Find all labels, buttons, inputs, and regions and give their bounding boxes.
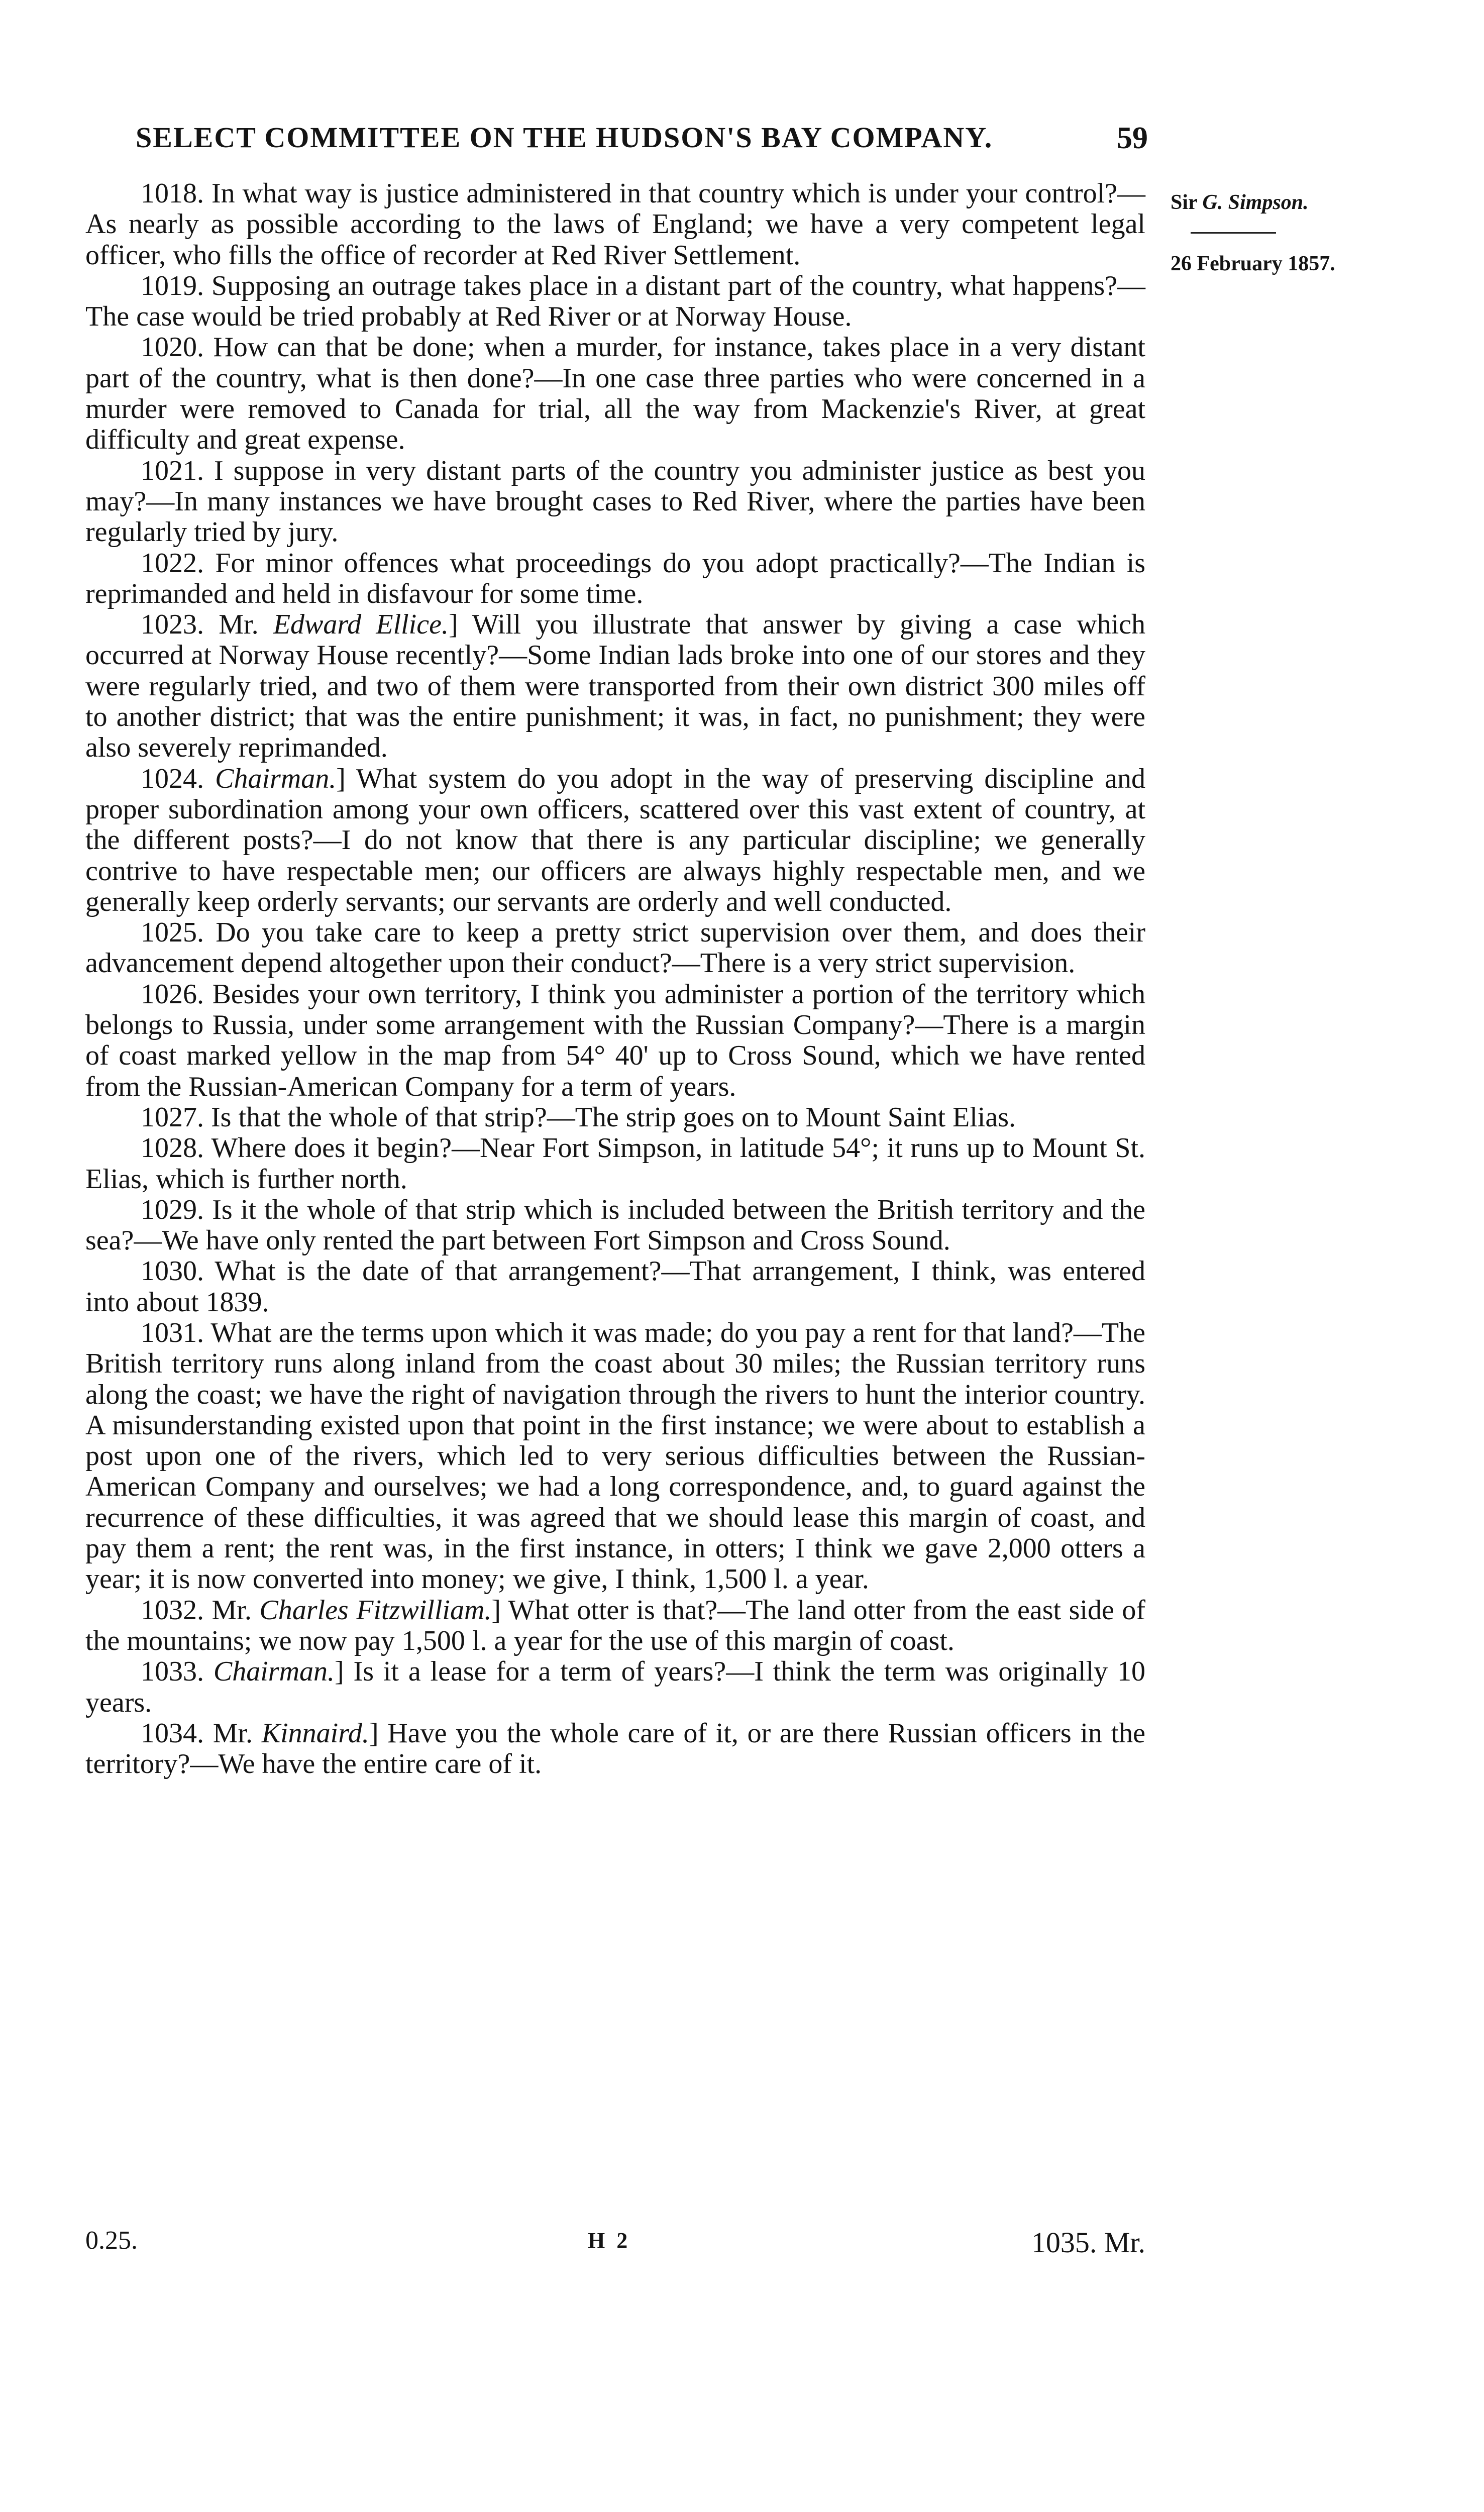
footer-number: 0.25. (85, 2226, 138, 2255)
entry-text: What is the date of that arrangement?—That arrangement, I think, was entered into about 1839. (85, 1255, 1145, 1318)
entry-1034 (85, 1718, 1145, 1780)
entry-1029 (85, 1195, 1145, 1257)
entry-1027 (85, 1102, 1145, 1133)
page-header (136, 121, 1148, 166)
margin-rule (1191, 232, 1276, 234)
entry-text: Besides your own territory, I think you administer a portion of the territory which belongs to Russia, under some arrangement with the Russian Company?—There is a margin of coast marked yellow in the map from 54° 40' up to Cross Sound, which we have rented from the Russian-American Company for a term of years. (85, 978, 1145, 1102)
entry-number: 1022. (141, 547, 204, 579)
entry-number: 1027. (141, 1101, 204, 1133)
entry-1026 (85, 979, 1145, 1102)
entry-number: 1029. (141, 1194, 204, 1225)
entry-speaker: Chairman. (213, 1656, 335, 1688)
entry-text: ] Is it a lease for a term of years?—I think the term was originally 10 years. (85, 1656, 1146, 1718)
entry-number: 1032. (141, 1594, 204, 1626)
entry-1023 (85, 609, 1145, 763)
entry-speaker: Edward Ellice. (273, 609, 449, 641)
entry-prefix: Mr. (204, 609, 273, 641)
entry-number: 1033. (141, 1656, 204, 1688)
entry-text: Is that the whole of that strip?—The strip goes on to Mount Saint Elias. (204, 1101, 1016, 1133)
entry-speaker: Chairman. (215, 763, 337, 794)
entry-speaker: Charles Fitzwilliam. (259, 1594, 492, 1626)
entry-1018 (85, 178, 1145, 271)
entry-text: What are the terms upon which it was made; do you pay a rent for that land?—The British territory runs along inland from the coast about 30 miles; the Russian territory runs along the coast; we have the right of navigation through the rivers to hunt the interior country. A misunderstanding existed upon that point in the first instance; we were about to establish a post upon one of the rivers, which led to very serious difficulties between the Russian-American Company and ourselves; we had a long correspondence, and, to guard against the recurrence of these difficulties, it was agreed that we should lease this margin of coast, and pay them a rent; the rent was, in the first instance, in otters; I think we gave 2,000 otters a year; it is now converted into money; we give, I think, 1,500 l. a year. (85, 1317, 1145, 1595)
entry-1033 (85, 1656, 1145, 1718)
entry-text: ] Have you the whole care of it, or are there Russian officers in the territory?—We have the entire care of it. (85, 1717, 1145, 1780)
entry-prefix: Mr. (204, 1717, 262, 1749)
entry-1030 (85, 1256, 1145, 1318)
entry-number: 1030. (141, 1255, 204, 1287)
margin-witness-name: G. Simpson. (1202, 191, 1309, 214)
margin-witness-prefix: Sir (1171, 191, 1203, 214)
entry-1022 (85, 548, 1145, 610)
entry-text: ] Will you illustrate that answer by giving a case which occurred at Norway House recently?—Some Indian lads broke into one of our stores and they were regularly tried, and two of them were transported from their own district 300 miles off to another district; that was the entire punishment; it was, in fact, no punishment; they were also severely reprimanded. (85, 609, 1145, 764)
entry-prefix (204, 1656, 214, 1687)
entry-number: 1025. (141, 917, 204, 949)
entry-text: For minor offences what proceedings do you adopt practically?—The Indian is reprimanded and held in disfavour for some time. (85, 547, 1145, 609)
entry-1031 (85, 1318, 1145, 1595)
entry-speaker: Kinnaird. (261, 1717, 369, 1749)
margin-date: 26 February 1857. (1171, 252, 1335, 275)
entry-prefix (204, 763, 215, 794)
entry-text: Is it the whole of that strip which is included between the British territory and the sea?—We have only rented the part between Fort Simpson and Cross Sound. (85, 1194, 1145, 1257)
entry-text: Do you take care to keep a pretty strict supervision over them, and does their advancement depend altogether upon their conduct?—There is a very strict supervision. (85, 917, 1145, 979)
entry-number: 1031. (141, 1317, 204, 1348)
entry-text: I suppose in very distant parts of the country you administer justice as best you may?—In many instances we have brought cases to Red River, where the parties have been regularly tried by jury. (85, 455, 1145, 548)
entry-number: 1028. (141, 1132, 204, 1164)
entry-text: ] What system do you adopt in the way of preserving discipline and proper subordination among your own officers, scattered over this vast extent of country, at the different posts?—I do not know that there is any particular discipline; we generally contrive to have respectable men; our officers are always highly respectable men, and we generally keep orderly servants; our servants are orderly and well conducted. (85, 763, 1146, 917)
page-number: 59 (1117, 121, 1148, 155)
entry-text: Supposing an outrage takes place in a distant part of the country, what happens?—The case would be tried probably at Red River or at Norway House. (85, 270, 1145, 333)
signature-mark: H 2 (588, 2228, 631, 2253)
running-title: SELECT COMMITTEE ON THE HUDSON'S BAY COMPANY. (136, 121, 993, 154)
entry-1020 (85, 332, 1145, 455)
entry-1032 (85, 1595, 1145, 1657)
catchword: 1035. Mr. (1031, 2226, 1145, 2259)
entry-number: 1034. (141, 1717, 204, 1749)
entry-text: Where does it begin?—Near Fort Simpson, in latitude 54°; it runs up to Mount St. Elias, which is further north. (85, 1132, 1145, 1195)
entry-number: 1026. (141, 978, 204, 1010)
entry-1025 (85, 917, 1145, 979)
entry-number: 1024. (141, 763, 204, 794)
margin-witness (1171, 187, 1452, 218)
entry-1028 (85, 1133, 1145, 1195)
entry-text: ] What otter is that?—The land otter from the east side of the mountains; we now pay 1,500 l. a year for the use of this margin of coast. (85, 1594, 1145, 1656)
entry-1019 (85, 271, 1145, 333)
entry-text: How can that be done; when a murder, for instance, takes place in a very distant part of the country, what is then done?—In one case three parties who were concerned in a murder were removed to Canada for trial, all the way from Mackenzie's River, at great difficulty and great expense. (85, 332, 1145, 456)
entry-number: 1021. (141, 455, 204, 486)
page-footer (85, 2226, 1145, 2266)
entry-number: 1020. (141, 332, 204, 363)
entry-number: 1019. (141, 270, 204, 301)
entry-text: In what way is justice administered in that country which is under your control?—As nearly as possible according to the laws of England; we have a very competent legal officer, who fills the office of recorder at Red River Settlement. (85, 178, 1145, 271)
entry-1024 (85, 764, 1145, 917)
entry-number: 1023. (141, 609, 204, 641)
evidence-body (85, 178, 1145, 1780)
entry-1021 (85, 456, 1145, 548)
entry-prefix: Mr. (204, 1594, 260, 1626)
entry-number: 1018. (141, 178, 204, 209)
